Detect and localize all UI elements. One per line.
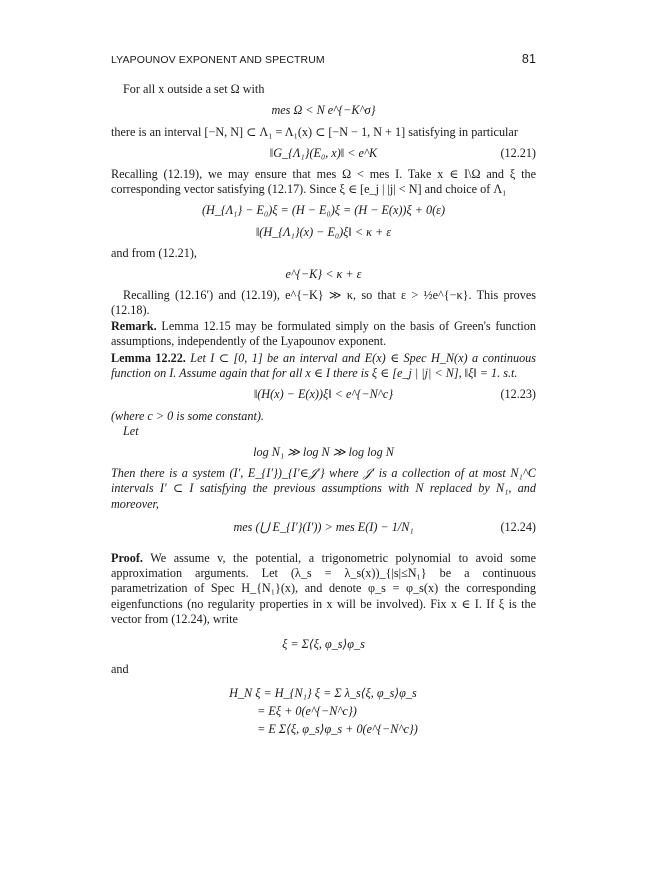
page: [111, 52, 536, 743]
equation-h2: = Eξ + 0(e^{−N^c}): [257, 703, 357, 718]
remark: [111, 319, 536, 349]
equation-12-24-body: mes (⋃ E_{I′}(I′)) > mes E(I) − 1/N₁: [233, 519, 414, 534]
running-header: [111, 52, 536, 68]
paragraph-4: and from (12.21),: [111, 245, 197, 260]
paragraph-9: and: [111, 662, 129, 677]
aligned-equations: [229, 686, 418, 738]
proof-text: We assume v, the potential, a trigonometric polynomial to avoid some approximation arguments. Let (λ_s = λ_s(x))_{|s|≤N₁} be a continuous parametrization of Spec H_{N₁}(x), and denote φ_s = φ_s(x) the corresponding eigenfunctions (no regularity properties in x will be involved). Fix x ∈ I. If ξ is the vector from (12.24), write: [111, 551, 536, 626]
equation-h-block: [111, 686, 536, 738]
paragraph-7: Let: [123, 423, 139, 438]
running-title: LYAPOUNOV EXPONENT AND SPECTRUM: [111, 54, 325, 66]
equation-12-24-number: (12.24): [500, 519, 536, 534]
remark-text: Lemma 12.15 may be formulated simply on the basis of Green's function assumptions, independently of the Lyapounov exponent.: [111, 318, 536, 348]
paragraph-3: Recalling (12.19), we may ensure that mes Ω < mes I. Take x ∈ I\Ω and ξ the corresponding vector satisfying (12.17). Since ξ ∈ [e_j | |j| < N] and choice of Λ₁: [111, 167, 536, 197]
equation-12-23: [111, 387, 536, 402]
proof: [111, 551, 536, 627]
equation-12-21: [111, 146, 536, 161]
paragraph-2: there is an interval [−N, N] ⊂ Λ₁ = Λ₁(x) ⊂ [−N − 1, N + 1] satisfying in particular: [111, 124, 518, 139]
equation-c: e^{−K} < κ + ε: [285, 267, 362, 282]
paragraph-1: For all x outside a set Ω with: [123, 82, 265, 97]
paragraph-8: Then there is a system (I′, E_{I′})_{I′∈𝒥′} where 𝒥′ is a collection of at most N₁^C intervals I′ ⊂ I satisfying the previous assumptions with N replaced by N₁, and moreover,: [111, 466, 536, 511]
proof-label: Proof.: [111, 551, 143, 566]
equation-mes: mes Ω < N e^{−K^σ}: [271, 103, 376, 118]
lemma-text: Let I ⊂ [0, 1] be an interval and E(x) ∈ Spec H_N(x) a continuous function on I. Assume again that for all x ∈ I there is ξ ∈ [e_j | |j| < N], ‖ξ‖ = 1. s.t.: [111, 351, 537, 381]
equation-h3: = E Σ⟨ξ, φ_s⟩φ_s + 0(e^{−N^c}): [257, 721, 418, 736]
equation-12-24: [111, 520, 536, 535]
equation-12-21-body: ‖G_{Λ₁}(E₀, x)‖ < e^K: [269, 145, 378, 160]
paragraph-5: Recalling (12.16′) and (12.19), e^{−K} ≫ κ, so that ε > ½e^{−κ}. This proves (12.18).: [111, 288, 536, 318]
lemma: [111, 351, 536, 381]
equation-12-21-number: (12.21): [500, 145, 536, 160]
equation-a: (H_{Λ₁} − E₀)ξ = (H − E₀)ξ = (H − E(x))ξ + 0(ε): [201, 203, 446, 218]
page-number: 81: [521, 52, 536, 66]
equation-log: log N₁ ≫ log N ≫ log log N: [253, 445, 394, 460]
equation-b: ‖(H_{Λ₁}(x) − E₀)ξ‖ < κ + ε: [255, 224, 392, 239]
lemma-label: Lemma 12.22.: [111, 351, 186, 366]
equation-12-23-body: ‖(H(x) − E(x))ξ‖ < e^{−N^c}: [253, 387, 394, 402]
remark-label: Remark.: [111, 318, 157, 333]
equation-xi: ξ = Σ⟨ξ, φ_s⟩φ_s: [282, 637, 365, 652]
paragraph-6: (where c > 0 is some constant).: [111, 408, 264, 423]
equation-h1: H_N ξ = H_{N₁} ξ = Σ λ_s⟨ξ, φ_s⟩φ_s: [229, 685, 417, 700]
equation-12-23-number: (12.23): [500, 387, 536, 402]
